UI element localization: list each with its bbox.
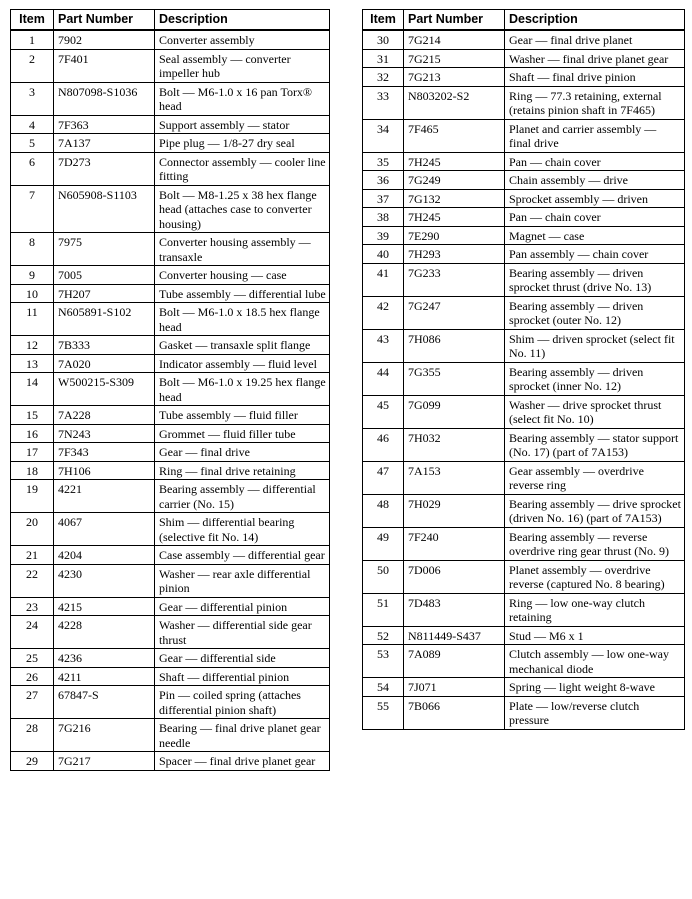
description-cell: Seal assembly — converter impeller hub — [155, 49, 330, 82]
table-row — [11, 513, 330, 546]
table-row — [11, 30, 330, 49]
table-row — [363, 119, 685, 152]
item-cell: 22 — [11, 564, 54, 597]
table-row — [11, 49, 330, 82]
table-row — [363, 208, 685, 227]
table-row — [11, 752, 330, 771]
table-row — [11, 480, 330, 513]
item-cell: 24 — [11, 616, 54, 649]
item-cell: 36 — [363, 171, 404, 190]
part-number-cell: 7G099 — [404, 395, 505, 428]
description-cell: Bearing assembly — differential carrier (No. 15) — [155, 480, 330, 513]
description-cell: Bolt — M6-1.0 x 19.25 hex flange head — [155, 373, 330, 406]
item-cell: 10 — [11, 284, 54, 303]
description-cell: Magnet — case — [505, 226, 685, 245]
description-cell: Bearing assembly — stator support (No. 17) (part of 7A153) — [505, 428, 685, 461]
description-cell: Planet and carrier assembly — final drive — [505, 119, 685, 152]
table-row — [11, 461, 330, 480]
part-number-cell: N811449-S437 — [404, 626, 505, 645]
table-row — [11, 152, 330, 185]
description-cell: Ring — 77.3 retaining, external (retains pinion shaft in 7F465) — [505, 86, 685, 119]
part-number-cell: 7A137 — [54, 134, 155, 153]
description-cell: Bearing — final drive planet gear needle — [155, 719, 330, 752]
item-cell: 27 — [11, 686, 54, 719]
item-cell: 34 — [363, 119, 404, 152]
part-number-cell: N605908-S1103 — [54, 185, 155, 233]
table-row — [11, 649, 330, 668]
table-header-row — [363, 10, 685, 31]
part-number-cell: 7B333 — [54, 336, 155, 355]
item-cell: 39 — [363, 226, 404, 245]
item-cell: 8 — [11, 233, 54, 266]
table-row — [11, 185, 330, 233]
part-number-cell: 7F401 — [54, 49, 155, 82]
part-number-cell: N803202-S2 — [404, 86, 505, 119]
item-cell: 32 — [363, 68, 404, 87]
header-part-number: Part Number — [54, 10, 155, 31]
description-cell: Shaft — differential pinion — [155, 667, 330, 686]
table-row — [11, 115, 330, 134]
table-row — [363, 527, 685, 560]
item-cell: 29 — [11, 752, 54, 771]
table-row — [11, 597, 330, 616]
item-cell: 30 — [363, 30, 404, 49]
part-number-cell: 7N243 — [54, 424, 155, 443]
part-number-cell: 7H207 — [54, 284, 155, 303]
table-row — [363, 494, 685, 527]
item-cell: 28 — [11, 719, 54, 752]
part-number-cell: 7E290 — [404, 226, 505, 245]
item-cell: 3 — [11, 82, 54, 115]
part-number-cell: 7G247 — [404, 296, 505, 329]
item-cell: 15 — [11, 406, 54, 425]
description-cell: Grommet — fluid filler tube — [155, 424, 330, 443]
table-row — [363, 189, 685, 208]
part-number-cell: 7G217 — [54, 752, 155, 771]
part-number-cell: 7B066 — [404, 696, 505, 729]
header-item: Item — [11, 10, 54, 31]
description-cell: Washer — drive sprocket thrust (select fit No. 10) — [505, 395, 685, 428]
table-body-left — [11, 30, 330, 770]
item-cell: 52 — [363, 626, 404, 645]
table-row — [11, 406, 330, 425]
part-number-cell: 7H086 — [404, 329, 505, 362]
part-number-cell: 7F465 — [404, 119, 505, 152]
description-cell: Spring — light weight 8-wave — [505, 678, 685, 697]
table-row — [11, 303, 330, 336]
part-number-cell: 7H293 — [404, 245, 505, 264]
table-row — [363, 626, 685, 645]
table-row — [11, 284, 330, 303]
table-row — [363, 645, 685, 678]
part-number-cell: 4221 — [54, 480, 155, 513]
table-row — [11, 266, 330, 285]
table-row — [11, 686, 330, 719]
part-number-cell: W500215-S309 — [54, 373, 155, 406]
header-part-number: Part Number — [404, 10, 505, 31]
part-number-cell: 67847-S — [54, 686, 155, 719]
description-cell: Tube assembly — fluid filler — [155, 406, 330, 425]
description-cell: Indicator assembly — fluid level — [155, 354, 330, 373]
part-number-cell: 7G355 — [404, 362, 505, 395]
description-cell: Pan — chain cover — [505, 152, 685, 171]
description-cell: Ring — low one-way clutch retaining — [505, 593, 685, 626]
item-cell: 26 — [11, 667, 54, 686]
description-cell: Tube assembly — differential lube — [155, 284, 330, 303]
table-row — [363, 226, 685, 245]
part-number-cell: 4236 — [54, 649, 155, 668]
table-row — [11, 336, 330, 355]
description-cell: Shim — differential bearing (selective fit No. 14) — [155, 513, 330, 546]
item-cell: 47 — [363, 461, 404, 494]
item-cell: 5 — [11, 134, 54, 153]
description-cell: Bearing assembly — drive sprocket (driven No. 16) (part of 7A153) — [505, 494, 685, 527]
item-cell: 37 — [363, 189, 404, 208]
item-cell: 4 — [11, 115, 54, 134]
part-number-cell: 7G233 — [404, 263, 505, 296]
table-row — [363, 428, 685, 461]
part-number-cell: 7H245 — [404, 152, 505, 171]
description-cell: Pipe plug — 1/8-27 dry seal — [155, 134, 330, 153]
part-number-cell: 4228 — [54, 616, 155, 649]
table-row — [363, 68, 685, 87]
part-number-cell: 7G215 — [404, 49, 505, 68]
table-row — [11, 719, 330, 752]
description-cell: Gasket — transaxle split flange — [155, 336, 330, 355]
description-cell: Pan assembly — chain cover — [505, 245, 685, 264]
item-cell: 49 — [363, 527, 404, 560]
table-row — [11, 546, 330, 565]
item-cell: 25 — [11, 649, 54, 668]
part-number-cell: N807098-S1036 — [54, 82, 155, 115]
description-cell: Washer — final drive planet gear — [505, 49, 685, 68]
table-row — [363, 296, 685, 329]
part-number-cell: 7A228 — [54, 406, 155, 425]
table-row — [363, 593, 685, 626]
description-cell: Shim — driven sprocket (select fit No. 11) — [505, 329, 685, 362]
description-cell: Chain assembly — drive — [505, 171, 685, 190]
description-cell: Connector assembly — cooler line fitting — [155, 152, 330, 185]
part-number-cell: 7975 — [54, 233, 155, 266]
item-cell: 45 — [363, 395, 404, 428]
table-row — [11, 424, 330, 443]
item-cell: 13 — [11, 354, 54, 373]
description-cell: Gear — differential pinion — [155, 597, 330, 616]
table-row — [11, 564, 330, 597]
item-cell: 21 — [11, 546, 54, 565]
description-cell: Bolt — M6-1.0 x 18.5 hex flange head — [155, 303, 330, 336]
item-cell: 6 — [11, 152, 54, 185]
item-cell: 12 — [11, 336, 54, 355]
part-number-cell: 7A153 — [404, 461, 505, 494]
table-row — [11, 134, 330, 153]
description-cell: Bolt — M8-1.25 x 38 hex flange head (attaches case to converter housing) — [155, 185, 330, 233]
table-row — [363, 329, 685, 362]
item-cell: 16 — [11, 424, 54, 443]
part-number-cell: 7A089 — [404, 645, 505, 678]
item-cell: 7 — [11, 185, 54, 233]
description-cell: Gear — final drive — [155, 443, 330, 462]
part-number-cell: 7G213 — [404, 68, 505, 87]
part-number-cell: 4215 — [54, 597, 155, 616]
description-cell: Plate — low/reverse clutch pressure — [505, 696, 685, 729]
table-row — [11, 233, 330, 266]
description-cell: Case assembly — differential gear — [155, 546, 330, 565]
description-cell: Converter housing assembly — transaxle — [155, 233, 330, 266]
table-row — [363, 171, 685, 190]
description-cell: Ring — final drive retaining — [155, 461, 330, 480]
item-cell: 18 — [11, 461, 54, 480]
part-number-cell: 7G216 — [54, 719, 155, 752]
part-number-cell: 7005 — [54, 266, 155, 285]
part-number-cell: 4230 — [54, 564, 155, 597]
description-cell: Pan — chain cover — [505, 208, 685, 227]
description-cell: Shaft — final drive pinion — [505, 68, 685, 87]
part-number-cell: 7G249 — [404, 171, 505, 190]
table-row — [363, 461, 685, 494]
item-cell: 9 — [11, 266, 54, 285]
part-number-cell: N605891-S102 — [54, 303, 155, 336]
item-cell: 38 — [363, 208, 404, 227]
table-row — [11, 667, 330, 686]
part-number-cell: 7H245 — [404, 208, 505, 227]
item-cell: 46 — [363, 428, 404, 461]
parts-table-left — [10, 9, 330, 771]
part-number-cell: 4067 — [54, 513, 155, 546]
item-cell: 53 — [363, 645, 404, 678]
table-body-right — [363, 30, 685, 729]
description-cell: Planet assembly — overdrive reverse (captured No. 8 bearing) — [505, 560, 685, 593]
item-cell: 17 — [11, 443, 54, 462]
part-number-cell: 7D483 — [404, 593, 505, 626]
description-cell: Converter assembly — [155, 30, 330, 49]
description-cell: Bearing assembly — reverse overdrive ring gear thrust (No. 9) — [505, 527, 685, 560]
item-cell: 48 — [363, 494, 404, 527]
part-number-cell: 7J071 — [404, 678, 505, 697]
description-cell: Bearing assembly — driven sprocket thrust (drive No. 13) — [505, 263, 685, 296]
parts-table-right — [362, 9, 685, 730]
item-cell: 14 — [11, 373, 54, 406]
table-row — [363, 30, 685, 49]
table-row — [363, 263, 685, 296]
description-cell: Pin — coiled spring (attaches differential pinion shaft) — [155, 686, 330, 719]
item-cell: 55 — [363, 696, 404, 729]
description-cell: Bearing assembly — driven sprocket (outer No. 12) — [505, 296, 685, 329]
part-number-cell: 7F343 — [54, 443, 155, 462]
part-number-cell: 7G132 — [404, 189, 505, 208]
table-row — [363, 678, 685, 697]
part-number-cell: 7D273 — [54, 152, 155, 185]
item-cell: 23 — [11, 597, 54, 616]
header-item: Item — [363, 10, 404, 31]
table-row — [11, 373, 330, 406]
table-row — [11, 82, 330, 115]
part-number-cell: 7D006 — [404, 560, 505, 593]
table-row — [11, 354, 330, 373]
item-cell: 50 — [363, 560, 404, 593]
item-cell: 41 — [363, 263, 404, 296]
table-row — [363, 362, 685, 395]
part-number-cell: 7G214 — [404, 30, 505, 49]
item-cell: 33 — [363, 86, 404, 119]
part-number-cell: 7F240 — [404, 527, 505, 560]
description-cell: Washer — rear axle differential pinion — [155, 564, 330, 597]
table-header-row — [11, 10, 330, 31]
description-cell: Bearing assembly — driven sprocket (inner No. 12) — [505, 362, 685, 395]
part-number-cell: 7902 — [54, 30, 155, 49]
description-cell: Converter housing — case — [155, 266, 330, 285]
table-row — [363, 152, 685, 171]
table-row — [363, 86, 685, 119]
item-cell: 54 — [363, 678, 404, 697]
description-cell: Gear — final drive planet — [505, 30, 685, 49]
part-number-cell: 4204 — [54, 546, 155, 565]
table-row — [363, 245, 685, 264]
description-cell: Spacer — final drive planet gear — [155, 752, 330, 771]
description-cell: Bolt — M6-1.0 x 16 pan Torx® head — [155, 82, 330, 115]
item-cell: 42 — [363, 296, 404, 329]
table-row — [363, 560, 685, 593]
item-cell: 35 — [363, 152, 404, 171]
item-cell: 44 — [363, 362, 404, 395]
part-number-cell: 7F363 — [54, 115, 155, 134]
item-cell: 40 — [363, 245, 404, 264]
description-cell: Gear assembly — overdrive reverse ring — [505, 461, 685, 494]
item-cell: 51 — [363, 593, 404, 626]
table-row — [11, 616, 330, 649]
item-cell: 11 — [11, 303, 54, 336]
header-description: Description — [155, 10, 330, 31]
item-cell: 19 — [11, 480, 54, 513]
part-number-cell: 4211 — [54, 667, 155, 686]
item-cell: 43 — [363, 329, 404, 362]
item-cell: 2 — [11, 49, 54, 82]
table-row — [363, 395, 685, 428]
description-cell: Washer — differential side gear thrust — [155, 616, 330, 649]
item-cell: 20 — [11, 513, 54, 546]
description-cell: Support assembly — stator — [155, 115, 330, 134]
description-cell: Sprocket assembly — driven — [505, 189, 685, 208]
part-number-cell: 7H029 — [404, 494, 505, 527]
description-cell: Gear — differential side — [155, 649, 330, 668]
part-number-cell: 7H106 — [54, 461, 155, 480]
part-number-cell: 7A020 — [54, 354, 155, 373]
header-description: Description — [505, 10, 685, 31]
table-row — [11, 443, 330, 462]
part-number-cell: 7H032 — [404, 428, 505, 461]
description-cell: Clutch assembly — low one-way mechanical diode — [505, 645, 685, 678]
item-cell: 31 — [363, 49, 404, 68]
table-row — [363, 696, 685, 729]
table-row — [363, 49, 685, 68]
item-cell: 1 — [11, 30, 54, 49]
description-cell: Stud — M6 x 1 — [505, 626, 685, 645]
